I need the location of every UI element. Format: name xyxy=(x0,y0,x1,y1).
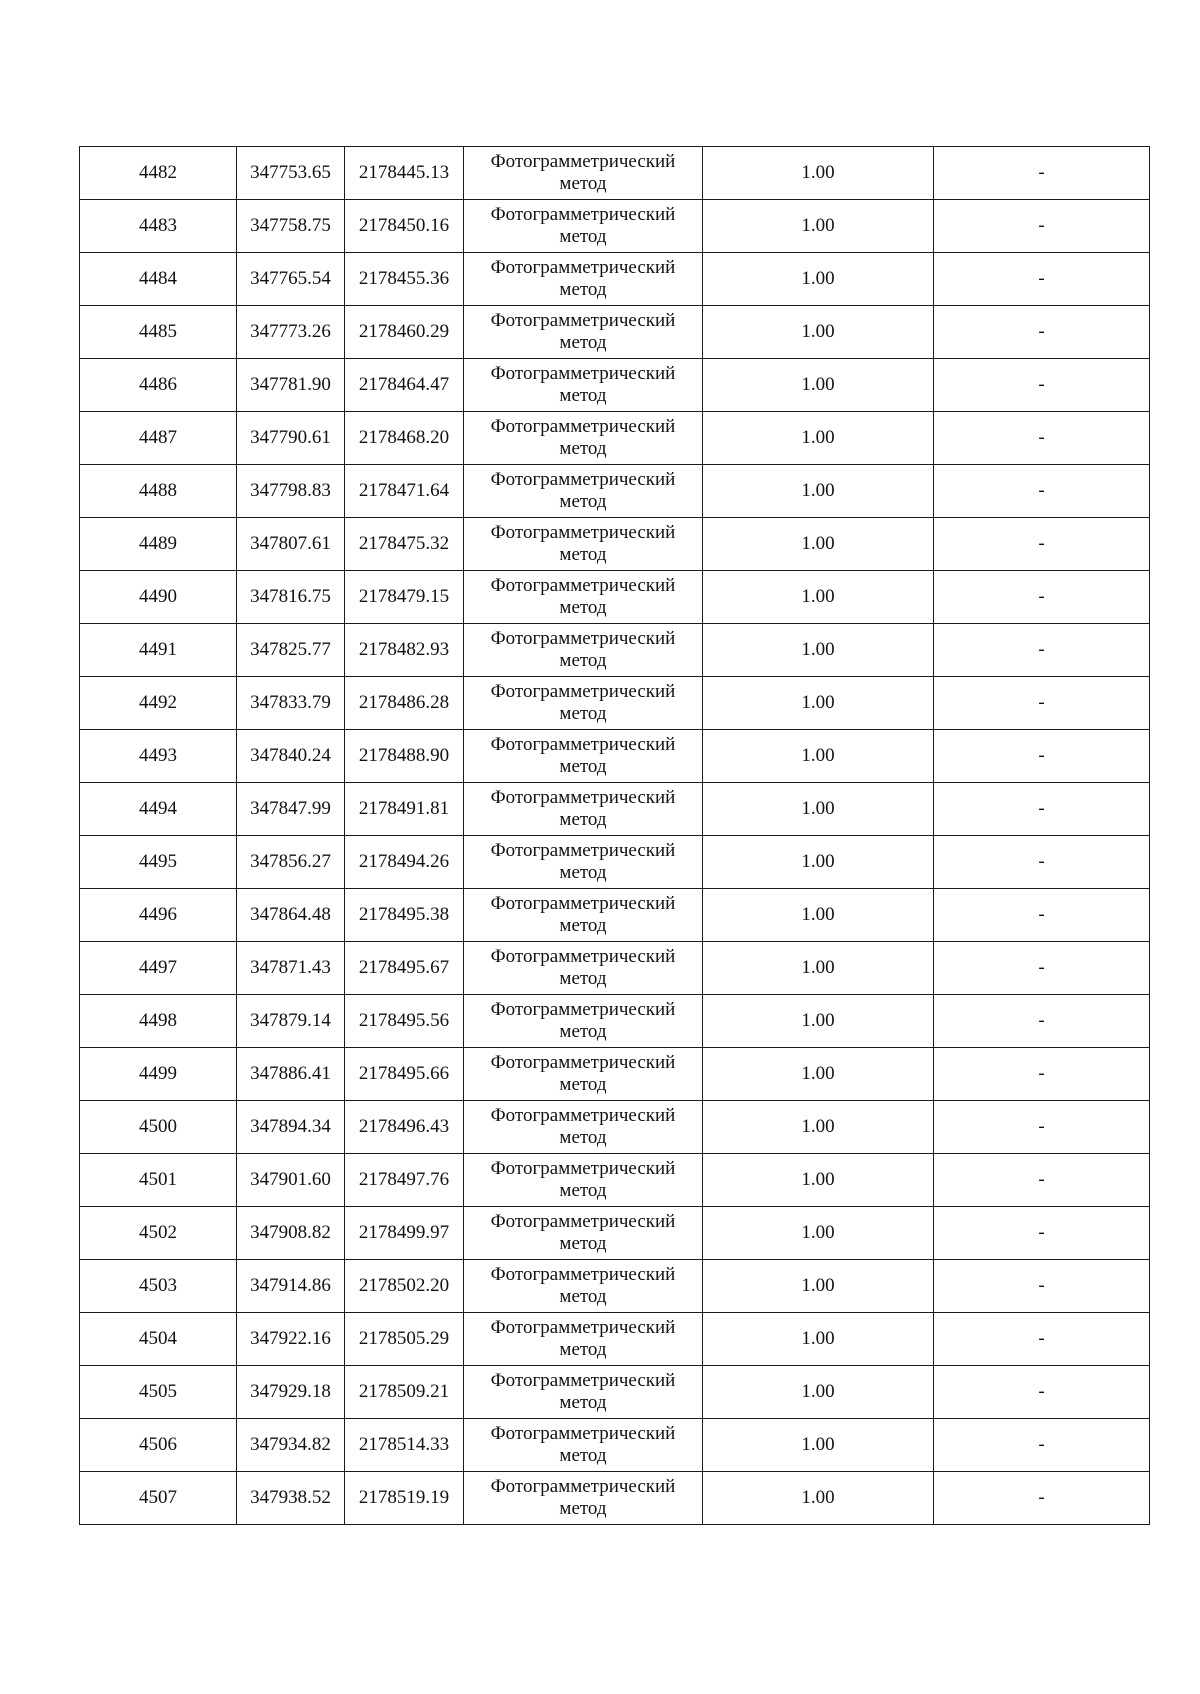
accuracy-cell: 1.00 xyxy=(703,624,934,677)
method-cell xyxy=(464,836,703,889)
note-cell: - xyxy=(934,1101,1150,1154)
point-number-cell: 4499 xyxy=(80,1048,237,1101)
x-coordinate-cell: 347934.82 xyxy=(237,1419,345,1472)
accuracy-cell: 1.00 xyxy=(703,1366,934,1419)
x-coordinate-cell: 347901.60 xyxy=(237,1154,345,1207)
method-line-2: метод xyxy=(559,1445,607,1466)
method-line-1: Фотограмметрический xyxy=(490,416,676,437)
point-number-cell: 4489 xyxy=(80,518,237,571)
method-line-2: метод xyxy=(559,1286,607,1307)
table-row xyxy=(80,571,1150,624)
method-line-1: Фотограмметрический xyxy=(490,628,676,649)
table-row xyxy=(80,677,1150,730)
x-coordinate-cell: 347879.14 xyxy=(237,995,345,1048)
accuracy-cell: 1.00 xyxy=(703,518,934,571)
note-cell: - xyxy=(934,147,1150,200)
method-cell xyxy=(464,253,703,306)
point-number-cell: 4500 xyxy=(80,1101,237,1154)
method-line-2: метод xyxy=(559,1233,607,1254)
method-cell xyxy=(464,995,703,1048)
note-cell: - xyxy=(934,1472,1150,1525)
method-cell xyxy=(464,942,703,995)
note-cell: - xyxy=(934,1260,1150,1313)
note-cell: - xyxy=(934,1154,1150,1207)
method-cell xyxy=(464,1207,703,1260)
method-line-1: Фотограмметрический xyxy=(490,1476,676,1497)
x-coordinate-cell: 347833.79 xyxy=(237,677,345,730)
y-coordinate-cell: 2178499.97 xyxy=(345,1207,464,1260)
method-line-2: метод xyxy=(559,332,607,353)
method-line-1: Фотограмметрический xyxy=(490,469,676,490)
point-number-cell: 4483 xyxy=(80,200,237,253)
x-coordinate-cell: 347856.27 xyxy=(237,836,345,889)
y-coordinate-cell: 2178495.38 xyxy=(345,889,464,942)
method-cell xyxy=(464,1366,703,1419)
method-line-1: Фотограмметрический xyxy=(490,681,676,702)
accuracy-cell: 1.00 xyxy=(703,1207,934,1260)
point-number-cell: 4494 xyxy=(80,783,237,836)
note-cell: - xyxy=(934,836,1150,889)
method-line-2: метод xyxy=(559,226,607,247)
point-number-cell: 4492 xyxy=(80,677,237,730)
point-number-cell: 4487 xyxy=(80,412,237,465)
method-line-2: метод xyxy=(559,756,607,777)
method-line-2: метод xyxy=(559,968,607,989)
y-coordinate-cell: 2178494.26 xyxy=(345,836,464,889)
accuracy-cell: 1.00 xyxy=(703,306,934,359)
note-cell: - xyxy=(934,1366,1150,1419)
point-number-cell: 4503 xyxy=(80,1260,237,1313)
method-line-2: метод xyxy=(559,1074,607,1095)
method-line-1: Фотограмметрический xyxy=(490,204,676,225)
point-number-cell: 4496 xyxy=(80,889,237,942)
x-coordinate-cell: 347886.41 xyxy=(237,1048,345,1101)
method-cell xyxy=(464,306,703,359)
method-line-2: метод xyxy=(559,173,607,194)
table-row xyxy=(80,412,1150,465)
y-coordinate-cell: 2178468.20 xyxy=(345,412,464,465)
method-line-2: метод xyxy=(559,438,607,459)
method-line-1: Фотограмметрический xyxy=(490,310,676,331)
point-number-cell: 4498 xyxy=(80,995,237,1048)
point-number-cell: 4501 xyxy=(80,1154,237,1207)
method-line-2: метод xyxy=(559,1392,607,1413)
method-line-1: Фотограмметрический xyxy=(490,840,676,861)
accuracy-cell: 1.00 xyxy=(703,730,934,783)
coordinates-table xyxy=(79,146,1150,1525)
method-cell xyxy=(464,1048,703,1101)
accuracy-cell: 1.00 xyxy=(703,783,934,836)
point-number-cell: 4484 xyxy=(80,253,237,306)
method-line-2: метод xyxy=(559,703,607,724)
method-line-2: метод xyxy=(559,279,607,300)
y-coordinate-cell: 2178479.15 xyxy=(345,571,464,624)
method-cell xyxy=(464,889,703,942)
table-row xyxy=(80,1154,1150,1207)
note-cell: - xyxy=(934,465,1150,518)
method-cell xyxy=(464,518,703,571)
method-line-1: Фотограмметрический xyxy=(490,1264,676,1285)
method-line-1: Фотограмметрический xyxy=(490,1105,676,1126)
point-number-cell: 4490 xyxy=(80,571,237,624)
table-row xyxy=(80,1101,1150,1154)
note-cell: - xyxy=(934,730,1150,783)
method-line-2: метод xyxy=(559,862,607,883)
method-line-2: метод xyxy=(559,491,607,512)
note-cell: - xyxy=(934,1313,1150,1366)
x-coordinate-cell: 347753.65 xyxy=(237,147,345,200)
accuracy-cell: 1.00 xyxy=(703,1101,934,1154)
note-cell: - xyxy=(934,253,1150,306)
x-coordinate-cell: 347807.61 xyxy=(237,518,345,571)
x-coordinate-cell: 347816.75 xyxy=(237,571,345,624)
method-cell xyxy=(464,1313,703,1366)
accuracy-cell: 1.00 xyxy=(703,1260,934,1313)
method-cell xyxy=(464,624,703,677)
method-line-1: Фотограмметрический xyxy=(490,946,676,967)
point-number-cell: 4486 xyxy=(80,359,237,412)
method-cell xyxy=(464,1472,703,1525)
method-line-1: Фотограмметрический xyxy=(490,1211,676,1232)
y-coordinate-cell: 2178488.90 xyxy=(345,730,464,783)
table-row xyxy=(80,1048,1150,1101)
method-line-1: Фотограмметрический xyxy=(490,1052,676,1073)
method-cell xyxy=(464,677,703,730)
accuracy-cell: 1.00 xyxy=(703,1472,934,1525)
table-row xyxy=(80,836,1150,889)
method-cell xyxy=(464,571,703,624)
y-coordinate-cell: 2178445.13 xyxy=(345,147,464,200)
x-coordinate-cell: 347798.83 xyxy=(237,465,345,518)
accuracy-cell: 1.00 xyxy=(703,253,934,306)
point-number-cell: 4491 xyxy=(80,624,237,677)
table-row xyxy=(80,306,1150,359)
method-line-2: метод xyxy=(559,597,607,618)
method-line-1: Фотограмметрический xyxy=(490,999,676,1020)
x-coordinate-cell: 347825.77 xyxy=(237,624,345,677)
x-coordinate-cell: 347758.75 xyxy=(237,200,345,253)
method-cell xyxy=(464,465,703,518)
accuracy-cell: 1.00 xyxy=(703,1048,934,1101)
table-row xyxy=(80,995,1150,1048)
note-cell: - xyxy=(934,1419,1150,1472)
x-coordinate-cell: 347790.61 xyxy=(237,412,345,465)
y-coordinate-cell: 2178460.29 xyxy=(345,306,464,359)
table-row xyxy=(80,730,1150,783)
note-cell: - xyxy=(934,783,1150,836)
method-line-1: Фотограмметрический xyxy=(490,522,676,543)
method-cell xyxy=(464,1419,703,1472)
table-row xyxy=(80,1207,1150,1260)
method-cell xyxy=(464,1154,703,1207)
method-cell xyxy=(464,412,703,465)
point-number-cell: 4488 xyxy=(80,465,237,518)
method-line-1: Фотограмметрический xyxy=(490,257,676,278)
y-coordinate-cell: 2178514.33 xyxy=(345,1419,464,1472)
accuracy-cell: 1.00 xyxy=(703,465,934,518)
accuracy-cell: 1.00 xyxy=(703,889,934,942)
method-line-1: Фотограмметрический xyxy=(490,151,676,172)
x-coordinate-cell: 347929.18 xyxy=(237,1366,345,1419)
y-coordinate-cell: 2178509.21 xyxy=(345,1366,464,1419)
x-coordinate-cell: 347773.26 xyxy=(237,306,345,359)
y-coordinate-cell: 2178475.32 xyxy=(345,518,464,571)
table-body xyxy=(80,147,1150,1525)
method-line-1: Фотограмметрический xyxy=(490,575,676,596)
note-cell: - xyxy=(934,942,1150,995)
method-cell xyxy=(464,147,703,200)
table-row xyxy=(80,465,1150,518)
x-coordinate-cell: 347871.43 xyxy=(237,942,345,995)
x-coordinate-cell: 347914.86 xyxy=(237,1260,345,1313)
x-coordinate-cell: 347922.16 xyxy=(237,1313,345,1366)
point-number-cell: 4504 xyxy=(80,1313,237,1366)
y-coordinate-cell: 2178482.93 xyxy=(345,624,464,677)
table-row xyxy=(80,359,1150,412)
method-line-2: метод xyxy=(559,1339,607,1360)
note-cell: - xyxy=(934,677,1150,730)
accuracy-cell: 1.00 xyxy=(703,412,934,465)
method-line-1: Фотограмметрический xyxy=(490,1370,676,1391)
table-row xyxy=(80,1419,1150,1472)
method-cell xyxy=(464,1260,703,1313)
point-number-cell: 4482 xyxy=(80,147,237,200)
point-number-cell: 4502 xyxy=(80,1207,237,1260)
method-line-1: Фотограмметрический xyxy=(490,734,676,755)
note-cell: - xyxy=(934,518,1150,571)
method-line-2: метод xyxy=(559,650,607,671)
accuracy-cell: 1.00 xyxy=(703,147,934,200)
note-cell: - xyxy=(934,889,1150,942)
note-cell: - xyxy=(934,200,1150,253)
y-coordinate-cell: 2178495.56 xyxy=(345,995,464,1048)
y-coordinate-cell: 2178495.66 xyxy=(345,1048,464,1101)
y-coordinate-cell: 2178464.47 xyxy=(345,359,464,412)
table-row xyxy=(80,889,1150,942)
method-line-2: метод xyxy=(559,809,607,830)
x-coordinate-cell: 347781.90 xyxy=(237,359,345,412)
table-row xyxy=(80,942,1150,995)
point-number-cell: 4485 xyxy=(80,306,237,359)
x-coordinate-cell: 347908.82 xyxy=(237,1207,345,1260)
table-row xyxy=(80,1366,1150,1419)
point-number-cell: 4505 xyxy=(80,1366,237,1419)
accuracy-cell: 1.00 xyxy=(703,677,934,730)
accuracy-cell: 1.00 xyxy=(703,1313,934,1366)
x-coordinate-cell: 347938.52 xyxy=(237,1472,345,1525)
y-coordinate-cell: 2178496.43 xyxy=(345,1101,464,1154)
note-cell: - xyxy=(934,1207,1150,1260)
note-cell: - xyxy=(934,306,1150,359)
y-coordinate-cell: 2178455.36 xyxy=(345,253,464,306)
method-line-1: Фотограмметрический xyxy=(490,893,676,914)
note-cell: - xyxy=(934,624,1150,677)
method-line-2: метод xyxy=(559,1127,607,1148)
method-cell xyxy=(464,200,703,253)
note-cell: - xyxy=(934,571,1150,624)
method-line-2: метод xyxy=(559,544,607,565)
y-coordinate-cell: 2178486.28 xyxy=(345,677,464,730)
method-line-2: метод xyxy=(559,1498,607,1519)
y-coordinate-cell: 2178497.76 xyxy=(345,1154,464,1207)
table-row xyxy=(80,200,1150,253)
note-cell: - xyxy=(934,359,1150,412)
accuracy-cell: 1.00 xyxy=(703,359,934,412)
method-line-1: Фотограмметрический xyxy=(490,1423,676,1444)
table-row xyxy=(80,1313,1150,1366)
point-number-cell: 4495 xyxy=(80,836,237,889)
y-coordinate-cell: 2178495.67 xyxy=(345,942,464,995)
method-cell xyxy=(464,730,703,783)
accuracy-cell: 1.00 xyxy=(703,1419,934,1472)
method-line-1: Фотограмметрический xyxy=(490,1317,676,1338)
point-number-cell: 4493 xyxy=(80,730,237,783)
method-line-2: метод xyxy=(559,1180,607,1201)
table-row xyxy=(80,1260,1150,1313)
table-row xyxy=(80,624,1150,677)
point-number-cell: 4506 xyxy=(80,1419,237,1472)
x-coordinate-cell: 347864.48 xyxy=(237,889,345,942)
x-coordinate-cell: 347840.24 xyxy=(237,730,345,783)
table-row xyxy=(80,147,1150,200)
x-coordinate-cell: 347847.99 xyxy=(237,783,345,836)
note-cell: - xyxy=(934,1048,1150,1101)
method-line-1: Фотограмметрический xyxy=(490,1158,676,1179)
y-coordinate-cell: 2178450.16 xyxy=(345,200,464,253)
method-line-2: метод xyxy=(559,385,607,406)
note-cell: - xyxy=(934,995,1150,1048)
method-line-2: метод xyxy=(559,915,607,936)
point-number-cell: 4507 xyxy=(80,1472,237,1525)
y-coordinate-cell: 2178491.81 xyxy=(345,783,464,836)
y-coordinate-cell: 2178519.19 xyxy=(345,1472,464,1525)
y-coordinate-cell: 2178505.29 xyxy=(345,1313,464,1366)
note-cell: - xyxy=(934,412,1150,465)
accuracy-cell: 1.00 xyxy=(703,995,934,1048)
x-coordinate-cell: 347765.54 xyxy=(237,253,345,306)
method-cell xyxy=(464,1101,703,1154)
point-number-cell: 4497 xyxy=(80,942,237,995)
y-coordinate-cell: 2178471.64 xyxy=(345,465,464,518)
accuracy-cell: 1.00 xyxy=(703,571,934,624)
method-line-1: Фотограмметрический xyxy=(490,363,676,384)
method-line-1: Фотограмметрический xyxy=(490,787,676,808)
accuracy-cell: 1.00 xyxy=(703,942,934,995)
method-line-2: метод xyxy=(559,1021,607,1042)
accuracy-cell: 1.00 xyxy=(703,836,934,889)
table-row xyxy=(80,518,1150,571)
y-coordinate-cell: 2178502.20 xyxy=(345,1260,464,1313)
x-coordinate-cell: 347894.34 xyxy=(237,1101,345,1154)
method-cell xyxy=(464,783,703,836)
accuracy-cell: 1.00 xyxy=(703,1154,934,1207)
table-row xyxy=(80,783,1150,836)
accuracy-cell: 1.00 xyxy=(703,200,934,253)
method-cell xyxy=(464,359,703,412)
table-row xyxy=(80,1472,1150,1525)
table-row xyxy=(80,253,1150,306)
